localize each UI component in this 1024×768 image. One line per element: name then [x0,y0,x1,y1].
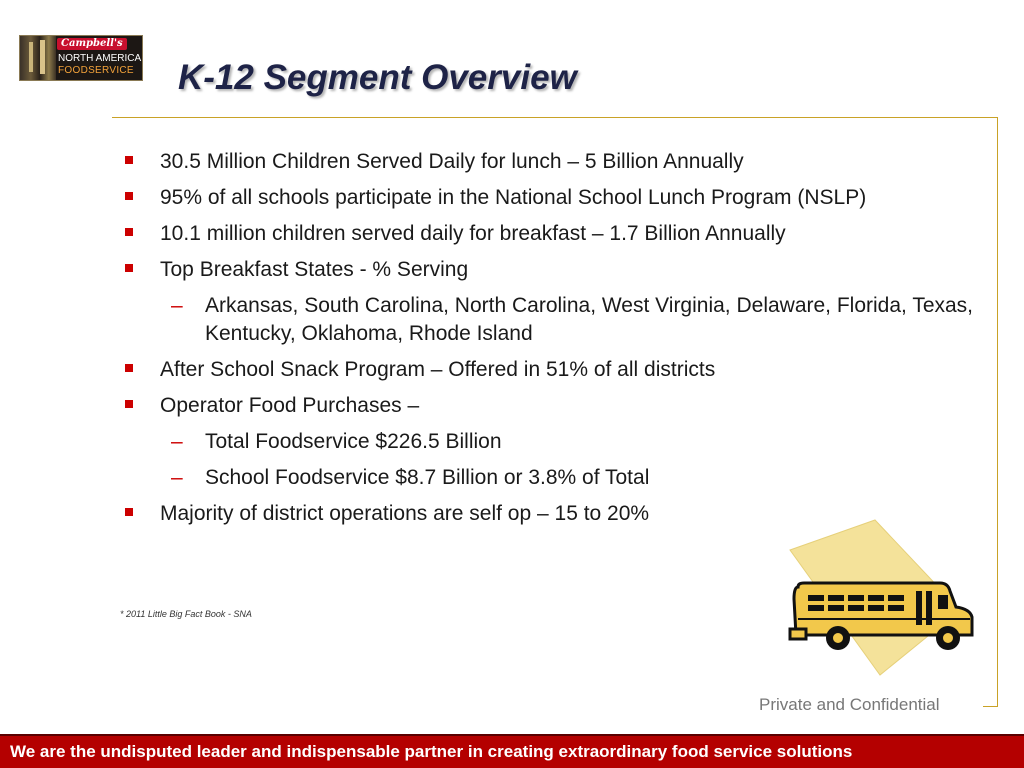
bullet-children-lunch [120,148,980,176]
logo-brand: Campbell's [57,38,127,50]
bullet-nslp [120,184,980,212]
bullet-text: 30.5 Million Children Served Daily for lunch – 5 Billion Annually [160,150,744,173]
school-bus-icon [780,515,980,685]
bottom-banner [0,734,1024,768]
slide-title: K-12 Segment Overview [178,58,577,97]
bullet-text: Top Breakfast States - % Serving [160,258,469,281]
red-square-icon [125,400,133,408]
bullet-list [120,148,980,536]
bullet-operator-purchases [120,392,980,420]
dash-icon: – [171,294,183,317]
red-square-icon [125,364,133,372]
dash-icon: – [171,466,183,489]
private-and-confidential: Private and Confidential [759,695,940,714]
bullet-text: 10.1 million children served daily for breakfast – 1.7 Billion Annually [160,222,786,245]
bus-bumper [790,629,806,639]
red-square-icon [125,508,133,516]
logo-line-north-america: NORTH AMERICA [58,53,142,64]
sub-bullet-school-foodservice [120,464,980,492]
sub-bullet-total-foodservice [120,428,980,456]
campbells-logo [19,35,143,81]
bullet-snack-program [120,356,980,384]
bullet-text: Majority of district operations are self op – 15 to 20% [160,502,650,525]
banner-text: We are the undisputed leader and indispensable partner in creating extraordinary food service solutions [10,742,853,761]
red-square-icon [125,228,133,236]
sub-bullet-text: Total Foodservice $226.5 Billion [205,430,502,453]
bullet-top-breakfast-states [120,256,980,284]
sub-bullet-states [120,292,980,348]
sub-bullet-text: Arkansas, South Carolina, North Carolina, West Virginia, Delaware, Florida, Texas, Kentucky, Oklahoma, Rhode Island [205,294,974,345]
logo-photo [20,36,56,80]
bullet-text: 95% of all schools participate in the National School Lunch Program (NSLP) [160,186,867,209]
frame-right-line [997,117,998,706]
red-square-icon [125,192,133,200]
dash-icon: – [171,430,183,453]
footnote: * 2011 Little Big Fact Book - SNA [120,609,252,619]
red-square-icon [125,264,133,272]
logo-line-foodservice: FOODSERVICE [58,65,134,76]
red-square-icon [125,156,133,164]
bullet-breakfast [120,220,980,248]
bullet-text: Operator Food Purchases – [160,394,420,417]
frame-tail-line [983,706,998,707]
frame-top-line [112,117,998,118]
sub-bullet-text: School Foodservice $8.7 Billion or 3.8% of Total [205,466,650,489]
bullet-text: After School Snack Program – Offered in 51% of all districts [160,358,716,381]
